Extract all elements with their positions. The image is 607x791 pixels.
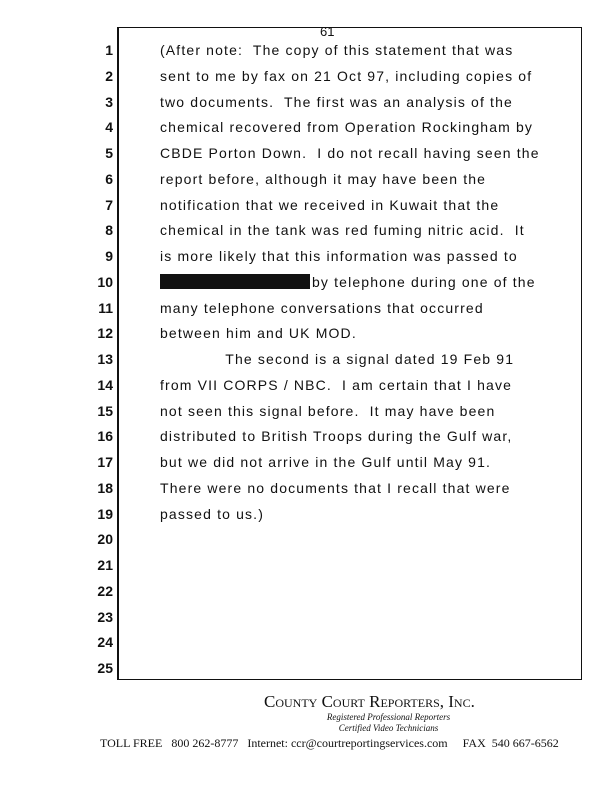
line-number: 18 [97, 479, 113, 496]
line-number: 14 [97, 376, 113, 393]
line-number: 20 [97, 531, 113, 548]
line-text: report before, although it may have been the [160, 170, 487, 187]
line-number: 15 [97, 402, 113, 419]
line-number: 22 [97, 582, 113, 599]
line-number: 13 [97, 351, 113, 367]
line-number: 23 [97, 608, 113, 625]
line-text: (After note: The copy of this statement that was [160, 42, 514, 58]
line-text: but we did not arrive in the Gulf until May 91. [160, 454, 492, 470]
line-number: 17 [97, 454, 113, 470]
line-number: 21 [97, 557, 113, 573]
line-text: distributed to British Troops during the Gulf war, [160, 428, 513, 445]
redaction-block [160, 274, 310, 289]
line-number: 3 [105, 93, 113, 110]
line-text: passed to us.) [160, 505, 265, 522]
line-text: The second is a signal dated 19 Feb 91 [160, 351, 515, 367]
line-text: many telephone conversations that occurred [160, 299, 484, 316]
tagline-2: Certified Video Technicians [338, 723, 439, 733]
line-text: CBDE Porton Down. I do not recall having seen the [160, 145, 540, 161]
line-text: is more likely that this information was passed to [160, 248, 518, 264]
line-text-after-redaction: by telephone during one of the [312, 273, 536, 290]
line-text [160, 274, 536, 290]
line-number: 12 [97, 325, 113, 342]
line-number: 5 [105, 145, 113, 161]
line-number: 16 [97, 428, 113, 445]
line-number: 7 [105, 196, 113, 213]
company-name: County Court Reporters, Inc. [264, 692, 475, 711]
line-number: 25 [97, 660, 113, 676]
line-text: not seen this signal before. It may have been [160, 402, 496, 419]
line-text: between him and UK MOD. [160, 325, 357, 342]
line-number: 6 [105, 170, 113, 187]
line-text: notification that we received in Kuwait that the [160, 196, 500, 213]
line-text: chemical in the tank was red fuming nitric acid. It [160, 222, 525, 239]
line-text: sent to me by fax on 21 Oct 97, including copies of [160, 67, 533, 84]
line-number: 19 [97, 505, 113, 522]
line-number: 2 [105, 67, 113, 84]
line-number: 10 [97, 273, 113, 290]
line-number: 24 [97, 634, 113, 651]
line-number: 8 [105, 222, 113, 239]
line-number: 11 [98, 299, 113, 316]
line-number: 4 [105, 119, 113, 136]
contact-info: TOLL FREE 800 262-8777 Internet: ccr@courtreportingservices.com FAX 540 667-6562 [100, 736, 559, 750]
line-number: 9 [105, 248, 113, 264]
line-text: There were no documents that I recall that were [160, 479, 511, 496]
line-text: from VII CORPS / NBC. I am certain that I have [160, 376, 513, 393]
line-number: 1 [105, 42, 113, 58]
line-text: chemical recovered from Operation Rockingham by [160, 119, 534, 136]
line-text: two documents. The first was an analysis of the [160, 93, 513, 110]
page-number: 61 [320, 24, 335, 39]
tagline-1: Registered Professional Reporters [326, 712, 451, 722]
